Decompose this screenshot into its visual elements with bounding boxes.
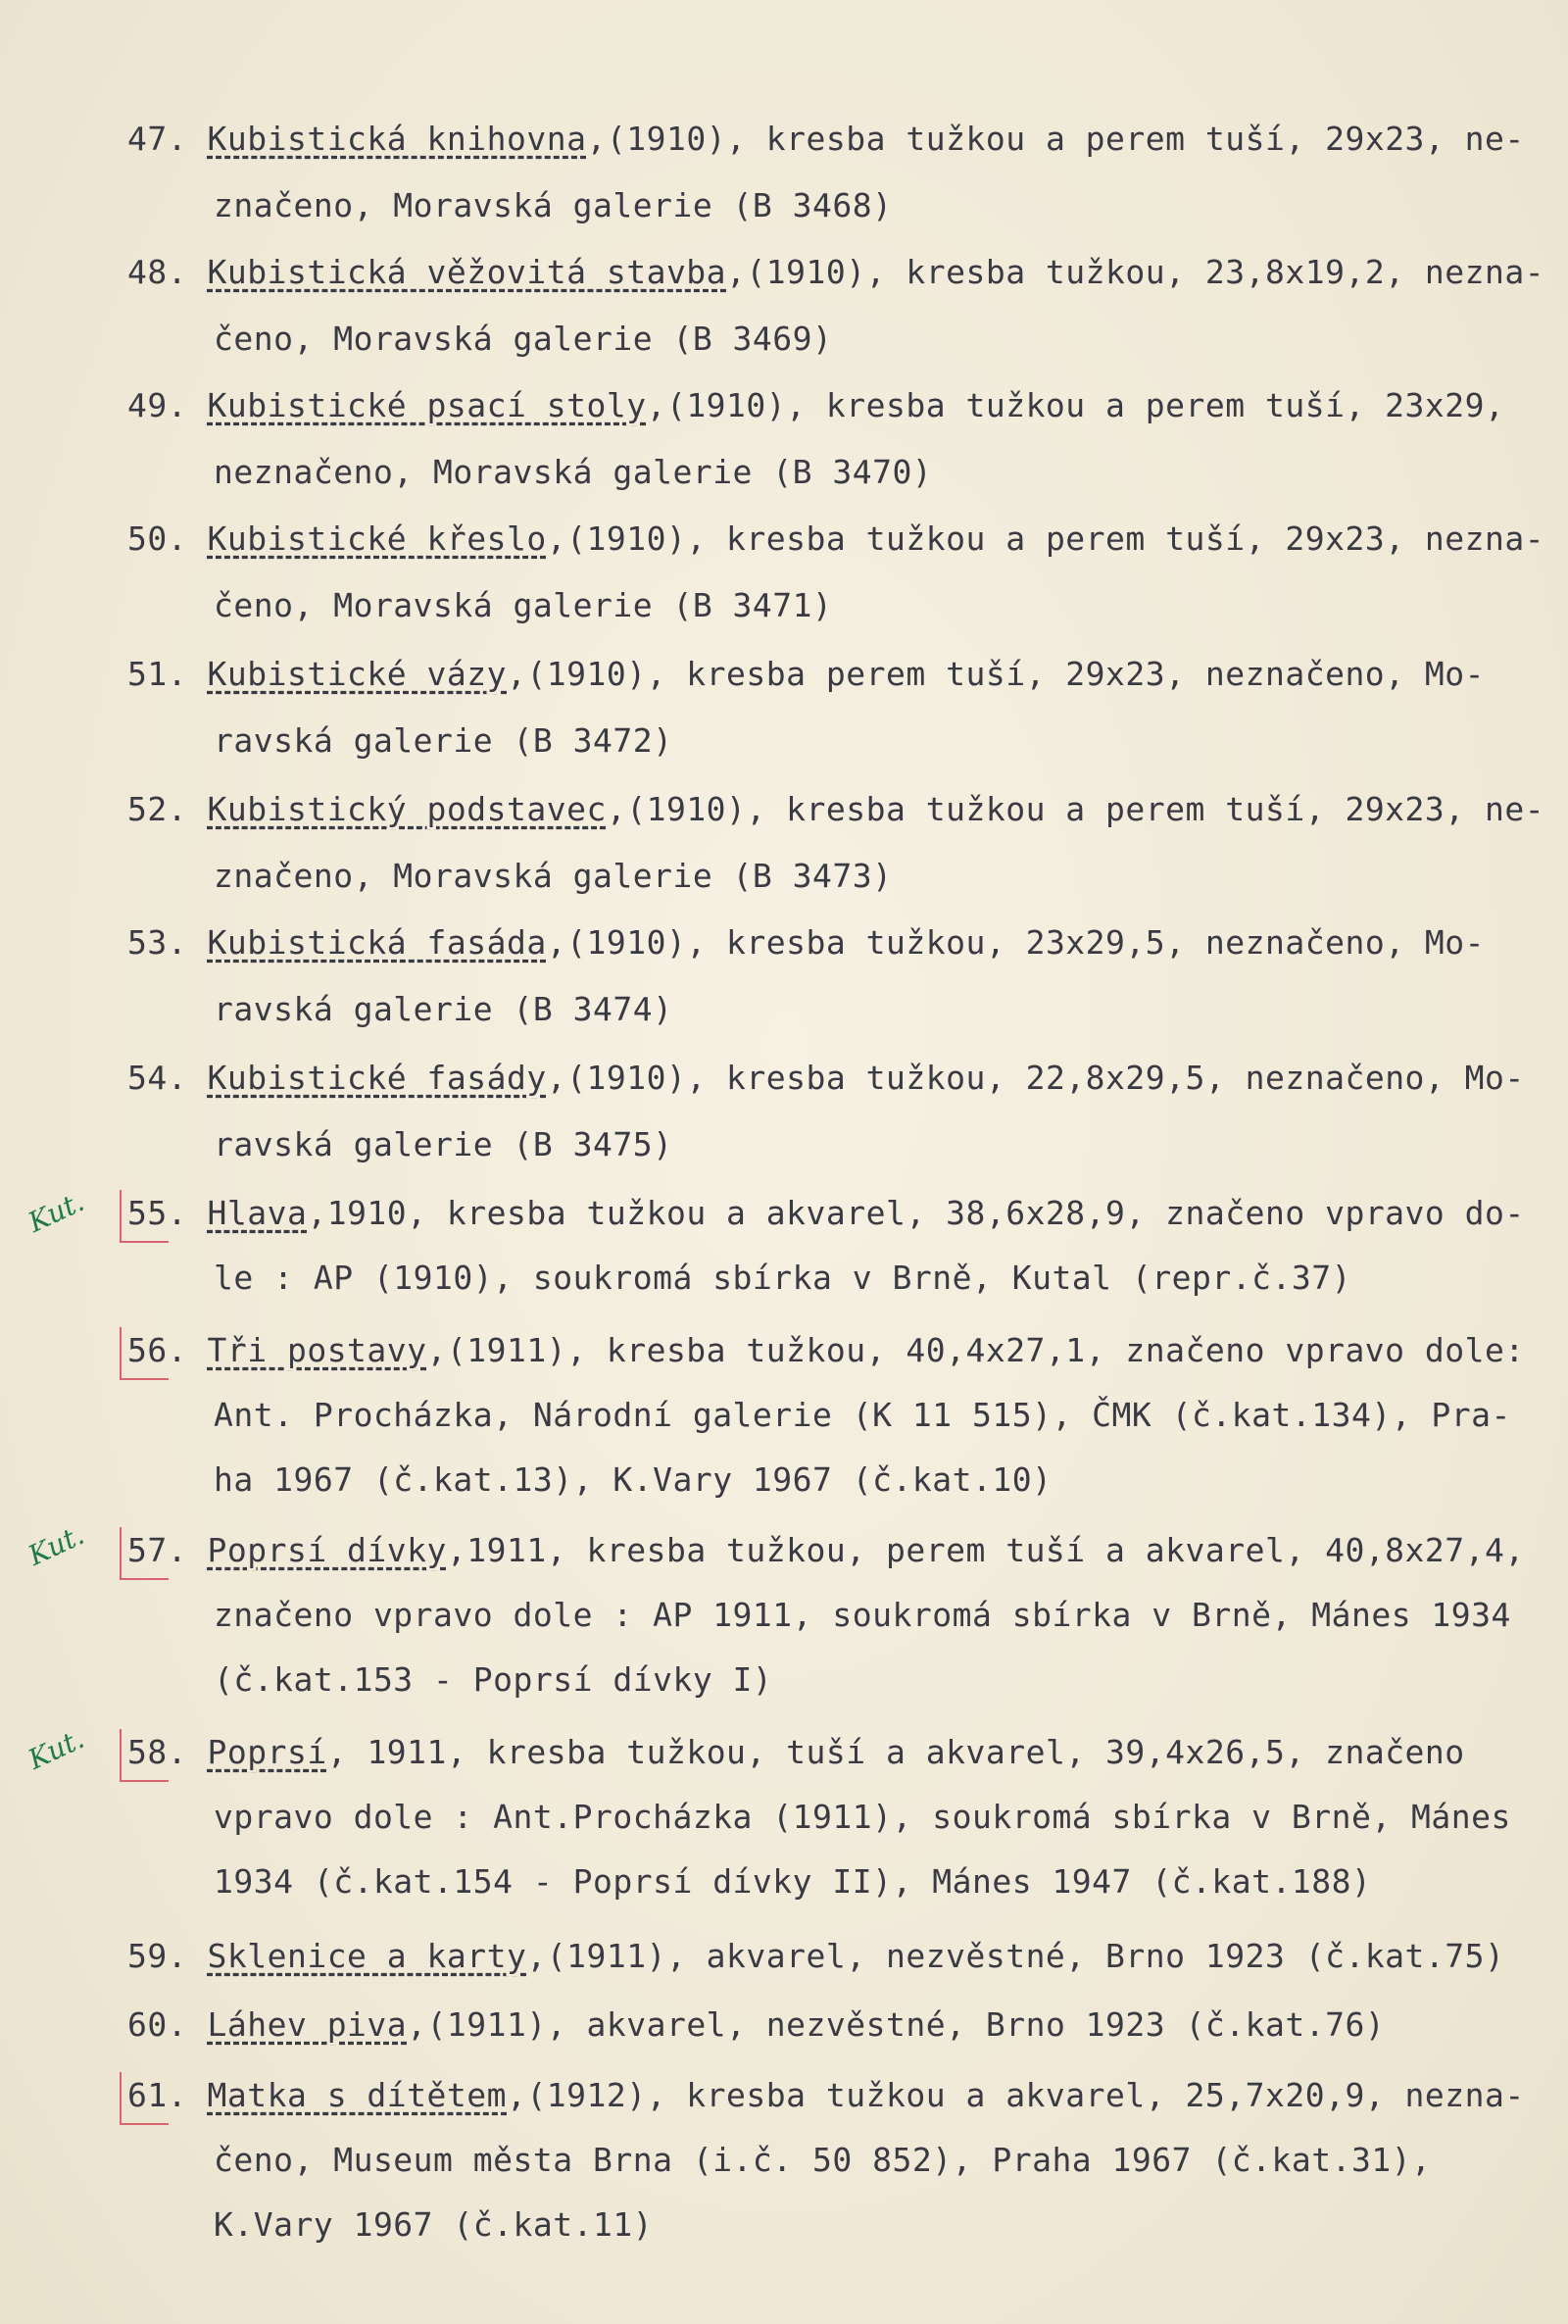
entry-line xyxy=(127,923,1485,963)
entry-line xyxy=(127,2005,1385,2045)
entry-number: 58. xyxy=(127,1733,208,1771)
entry-number: 48. xyxy=(127,253,208,291)
entry-details: ,(1910), kresba tužkou a perem tuší, 29x23, nezna- xyxy=(546,519,1545,558)
entry-details: ,1911, kresba tužkou, perem tuší a akvarel, 40,8x27,4, xyxy=(446,1531,1525,1569)
entry-number: 52. xyxy=(127,790,208,828)
entry-line xyxy=(127,120,1525,159)
entry-number: 54. xyxy=(127,1059,208,1097)
entry-details: ,(1910), kresba tužkou a perem tuší, 29x23, ne- xyxy=(606,790,1545,828)
entry-continuation: ravská galerie (B 3475) xyxy=(214,1125,673,1163)
entry-title: Poprsí dívky xyxy=(207,1531,447,1569)
entry-continuation: 1934 (č.kat.154 - Poprsí dívky II), Mánes 1947 (č.kat.188) xyxy=(214,1862,1372,1901)
entry-continuation: čeno, Museum města Brna (i.č. 50 852), Praha 1967 (č.kat.31), xyxy=(214,2141,1432,2179)
entry-line xyxy=(127,790,1544,829)
entry-line xyxy=(127,1331,1525,1370)
entry-line xyxy=(127,1937,1504,1976)
entry-number: 51. xyxy=(127,655,208,693)
entry-continuation: značeno vpravo dole : AP 1911, soukromá sbírka v Brně, Mánes 1934 xyxy=(214,1596,1511,1634)
red-pencil-mark xyxy=(120,2072,169,2125)
entry-details: ,(1910), kresba tužkou, 22,8x29,5, neznačeno, Mo- xyxy=(546,1059,1525,1097)
entry-number: 59. xyxy=(127,1937,208,1975)
entry-number: 61. xyxy=(127,2076,208,2114)
entry-details: ,(1910), kresba tužkou, 23x29,5, neznačeno, Mo- xyxy=(546,923,1486,962)
entry-title: Láhev piva xyxy=(207,2005,408,2044)
entry-title: Tři postavy xyxy=(207,1331,427,1369)
entry-number: 50. xyxy=(127,519,208,558)
entry-line xyxy=(127,519,1544,559)
red-pencil-mark xyxy=(120,1327,169,1380)
entry-number: 56. xyxy=(127,1331,208,1369)
entry-title: Kubistická fasáda xyxy=(207,923,547,962)
entry-line xyxy=(127,1733,1465,1772)
entry-number: 49. xyxy=(127,386,208,424)
entry-continuation: čeno, Moravská galerie (B 3469) xyxy=(214,320,833,358)
entry-continuation: Ant. Procházka, Národní galerie (K 11 515), ČMK (č.kat.134), Pra- xyxy=(214,1396,1511,1434)
entry-continuation: ha 1967 (č.kat.13), K.Vary 1967 (č.kat.10) xyxy=(214,1460,1053,1499)
entry-continuation: ravská galerie (B 3474) xyxy=(214,990,673,1028)
entry-number: 47. xyxy=(127,120,208,158)
entry-title: Kubistický podstavec xyxy=(207,790,607,828)
entry-line xyxy=(127,1531,1525,1570)
entry-continuation: K.Vary 1967 (č.kat.11) xyxy=(214,2205,654,2244)
entry-number: 55. xyxy=(127,1194,208,1232)
entry-details: ,(1910), kresba tužkou a perem tuší, 23x29, xyxy=(646,386,1505,424)
red-pencil-mark xyxy=(120,1729,169,1782)
entry-details: , 1911, kresba tužkou, tuší a akvarel, 39,4x26,5, značeno xyxy=(326,1733,1465,1771)
entry-line xyxy=(127,1059,1525,1098)
entry-continuation: (č.kat.153 - Poprsí dívky I) xyxy=(214,1660,773,1699)
entry-line xyxy=(127,253,1544,292)
entry-continuation: neznačeno, Moravská galerie (B 3470) xyxy=(214,453,933,491)
entry-continuation: vpravo dole : Ant.Procházka (1911), soukromá sbírka v Brně, Mánes xyxy=(214,1798,1511,1836)
entry-continuation: čeno, Moravská galerie (B 3471) xyxy=(214,586,833,624)
entry-number: 57. xyxy=(127,1531,208,1569)
entry-line xyxy=(127,386,1504,425)
entry-title: Kubistická knihovna xyxy=(207,120,587,158)
entry-title: Kubistické fasády xyxy=(207,1059,547,1097)
entry-title: Kubistické křeslo xyxy=(207,519,547,558)
entry-details: ,(1911), akvarel, nezvěstné, Brno 1923 (č.kat.76) xyxy=(407,2005,1386,2044)
entry-number: 60. xyxy=(127,2005,208,2044)
entry-details: ,(1910), kresba tužkou a perem tuší, 29x23, ne- xyxy=(586,120,1525,158)
entry-continuation: le : AP (1910), soukromá sbírka v Brně, Kutal (repr.č.37) xyxy=(214,1259,1351,1297)
entry-title: Poprsí xyxy=(207,1733,327,1771)
entry-details: ,(1911), akvarel, nezvěstné, Brno 1923 (č.kat.75) xyxy=(526,1937,1505,1975)
handwritten-note: Kut. xyxy=(23,1722,89,1776)
entry-details: ,(1911), kresba tužkou, 40,4x27,1, značeno vpravo dole: xyxy=(426,1331,1525,1369)
entry-details: ,(1910), kresba tužkou, 23,8x19,2, nezna- xyxy=(726,253,1545,291)
entry-continuation: ravská galerie (B 3472) xyxy=(214,721,673,760)
entry-title: Hlava xyxy=(207,1194,308,1232)
entry-title: Sklenice a karty xyxy=(207,1937,527,1975)
entry-title: Kubistické psací stoly xyxy=(207,386,647,424)
entry-title: Kubistické vázy xyxy=(207,655,507,693)
handwritten-note: Kut. xyxy=(23,1518,89,1572)
entry-details: ,1910, kresba tužkou a akvarel, 38,6x28,9, značeno vpravo do- xyxy=(307,1194,1525,1232)
handwritten-note: Kut. xyxy=(23,1185,89,1239)
entry-continuation: značeno, Moravská galerie (B 3473) xyxy=(214,857,893,895)
entry-details: ,(1912), kresba tužkou a akvarel, 25,7x20,9, nezna- xyxy=(507,2076,1525,2114)
entry-line xyxy=(127,2076,1525,2115)
entry-number: 53. xyxy=(127,923,208,962)
entry-details: ,(1910), kresba perem tuší, 29x23, neznačeno, Mo- xyxy=(507,655,1486,693)
entry-line xyxy=(127,655,1485,694)
entry-line xyxy=(127,1194,1525,1233)
entry-continuation: značeno, Moravská galerie (B 3468) xyxy=(214,186,893,224)
red-pencil-mark xyxy=(120,1527,169,1580)
entry-title: Kubistická věžovitá stavba xyxy=(207,253,727,291)
entry-title: Matka s dítětem xyxy=(207,2076,507,2114)
red-pencil-mark xyxy=(120,1190,169,1243)
